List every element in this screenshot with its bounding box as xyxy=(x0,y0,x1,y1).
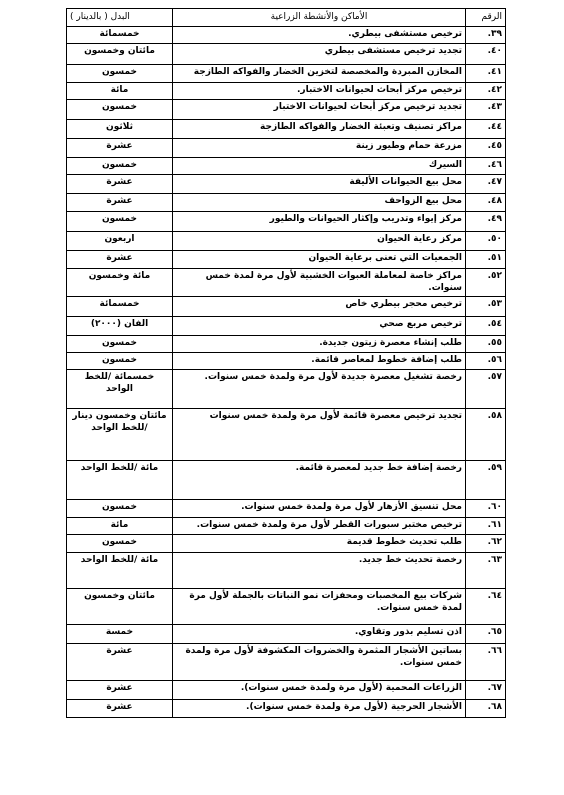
row-number: ٦٠. xyxy=(466,500,506,518)
table-row xyxy=(67,251,506,269)
row-activity: الأشجار الحرجية (لأول مرة ولمدة خمس سنوات). xyxy=(173,700,466,718)
table-row xyxy=(67,681,506,700)
row-number: ٥٧. xyxy=(466,370,506,409)
table-row xyxy=(67,589,506,625)
table-row xyxy=(67,83,506,100)
row-number: ٤٥. xyxy=(466,139,506,158)
row-activity: محل بيع الزواحف xyxy=(173,194,466,212)
row-number: ٤٧. xyxy=(466,175,506,194)
row-fee: خمسمائة /للخط الواحد xyxy=(67,370,173,409)
table-row xyxy=(67,553,506,589)
row-number: ٤٤. xyxy=(466,120,506,139)
row-activity: رخصة تشغيل معصرة جديدة لأول مرة ولمدة خمس سنوات. xyxy=(173,370,466,409)
row-number: ٦٤. xyxy=(466,589,506,625)
row-fee: مائتان وخمسون xyxy=(67,589,173,625)
row-activity: ترخيص مستشفى بيطري. xyxy=(173,27,466,44)
row-activity: تجديد ترخيص مركز أبحاث لحيوانات الاختبار xyxy=(173,100,466,120)
row-fee: مائة /للخط الواحد xyxy=(67,553,173,589)
row-number: ٣٩. xyxy=(466,27,506,44)
row-activity: محل تنسيق الأزهار لأول مرة ولمدة خمس سنوات. xyxy=(173,500,466,518)
table-row xyxy=(67,353,506,370)
row-number: ٤٨. xyxy=(466,194,506,212)
row-fee: خمسون xyxy=(67,65,173,83)
table-row xyxy=(67,120,506,139)
row-fee: مائة xyxy=(67,518,173,535)
table-row xyxy=(67,44,506,65)
row-activity: الزراعات المحمية (لأول مرة ولمدة خمس سنوات). xyxy=(173,681,466,700)
table-row xyxy=(67,700,506,718)
row-fee: خمسون xyxy=(67,500,173,518)
row-fee: خمسون xyxy=(67,336,173,353)
row-activity: محل بيع الحيوانات الأليفة xyxy=(173,175,466,194)
row-number: ٤٣. xyxy=(466,100,506,120)
row-fee: مائة xyxy=(67,83,173,100)
row-number: ٥٩. xyxy=(466,461,506,500)
row-fee: عشرة xyxy=(67,700,173,718)
table-row xyxy=(67,500,506,518)
table-row xyxy=(67,370,506,409)
row-number: ٦٦. xyxy=(466,644,506,681)
row-activity: مراكز تصنيف وتعبئة الخضار والفواكه الطازجة xyxy=(173,120,466,139)
header-activity: الأماكن والأنشطة الزراعية xyxy=(173,9,466,27)
table-row xyxy=(67,461,506,500)
row-activity: مزرعة حمام وطيور زينة xyxy=(173,139,466,158)
row-fee: عشرة xyxy=(67,194,173,212)
row-activity: شركات بيع المخصبات ومحفزات نمو النباتات بالجملة لأول مرة لمدة خمس سنوات. xyxy=(173,589,466,625)
table-row xyxy=(67,269,506,297)
row-fee: اربعون xyxy=(67,232,173,251)
table-row xyxy=(67,175,506,194)
row-number: ٦٨. xyxy=(466,700,506,718)
row-fee: خمسون xyxy=(67,353,173,370)
table-row xyxy=(67,65,506,83)
table-row xyxy=(67,100,506,120)
row-activity: بساتين الأشجار المثمرة والخضروات المكشوفة لأول مرة ولمدة خمس سنوات. xyxy=(173,644,466,681)
header-number: الرقم xyxy=(466,9,506,27)
row-number: ٤٠. xyxy=(466,44,506,65)
row-fee: عشرة xyxy=(67,139,173,158)
table-row xyxy=(67,194,506,212)
row-activity: السيرك xyxy=(173,158,466,175)
row-fee: عشرة xyxy=(67,175,173,194)
row-fee: خمسون xyxy=(67,535,173,553)
row-activity: طلب تحديث خطوط قديمة xyxy=(173,535,466,553)
table-body xyxy=(67,27,506,718)
row-fee: الفان (٢٠٠٠) xyxy=(67,317,173,336)
table-header-row xyxy=(67,9,506,27)
row-number: ٥٥. xyxy=(466,336,506,353)
table-row xyxy=(67,336,506,353)
row-fee: خمسون xyxy=(67,100,173,120)
table-row xyxy=(67,232,506,251)
row-activity: طلب إضافة خطوط لمعاصر قائمة. xyxy=(173,353,466,370)
row-number: ٥٠. xyxy=(466,232,506,251)
row-number: ٦٧. xyxy=(466,681,506,700)
row-fee: خمسمائة xyxy=(67,297,173,317)
row-number: ٥٣. xyxy=(466,297,506,317)
fee-schedule-page xyxy=(67,8,506,718)
table-row xyxy=(67,212,506,232)
row-fee: مائة /للخط الواحد xyxy=(67,461,173,500)
row-fee: خمسون xyxy=(67,212,173,232)
row-number: ٥١. xyxy=(466,251,506,269)
row-number: ٤١. xyxy=(466,65,506,83)
row-fee: ثلاثون xyxy=(67,120,173,139)
row-activity: رخصة تحديث خط جديد. xyxy=(173,553,466,589)
row-number: ٦١. xyxy=(466,518,506,535)
row-fee: خمسمائة xyxy=(67,27,173,44)
row-fee: مائتان وخمسون xyxy=(67,44,173,65)
row-fee: مائتان وخمسون دينار /للخط الواحد xyxy=(67,409,173,461)
row-number: ٥٦. xyxy=(466,353,506,370)
table-row xyxy=(67,317,506,336)
row-number: ٤٦. xyxy=(466,158,506,175)
table-row xyxy=(67,297,506,317)
table-row xyxy=(67,409,506,461)
row-fee: مائة وخمسون xyxy=(67,269,173,297)
row-number: ٤٩. xyxy=(466,212,506,232)
row-number: ٦٣. xyxy=(466,553,506,589)
row-fee: خمسة xyxy=(67,625,173,644)
table-row xyxy=(67,644,506,681)
row-activity: رخصة إضافة خط جديد لمعصرة قائمة. xyxy=(173,461,466,500)
row-activity: ترخيص محجر بيطري خاص xyxy=(173,297,466,317)
agricultural-fees-table xyxy=(66,8,506,718)
row-number: ٤٢. xyxy=(466,83,506,100)
row-activity: الجمعيات التي تعنى برعاية الحيوان xyxy=(173,251,466,269)
row-activity: تجديد ترخيص معصرة قائمة لأول مرة ولمدة خمس سنوات xyxy=(173,409,466,461)
header-fee: البدل ( بالدينار ) xyxy=(67,9,173,27)
row-activity: ترخيص مربع صحي xyxy=(173,317,466,336)
row-activity: ترخيص مركز أبحاث لحيوانات الاختبار. xyxy=(173,83,466,100)
row-number: ٦٥. xyxy=(466,625,506,644)
table-row xyxy=(67,27,506,44)
row-activity: مركز رعاية الحيوان xyxy=(173,232,466,251)
row-fee: عشرة xyxy=(67,644,173,681)
row-activity: اذن تسليم بذور وتقاوي. xyxy=(173,625,466,644)
table-row xyxy=(67,139,506,158)
row-number: ٥٨. xyxy=(466,409,506,461)
row-number: ٦٢. xyxy=(466,535,506,553)
table-row xyxy=(67,625,506,644)
row-activity: تجديد ترخيص مستشفى بيطري xyxy=(173,44,466,65)
row-number: ٥٤. xyxy=(466,317,506,336)
table-row xyxy=(67,518,506,535)
row-activity: مراكز خاصة لمعاملة العبوات الخشبية لأول مرة لمدة خمس سنوات. xyxy=(173,269,466,297)
row-fee: عشرة xyxy=(67,681,173,700)
row-number: ٥٢. xyxy=(466,269,506,297)
row-activity: ترخيص مختبر سبورات القطر لأول مرة ولمدة خمس سنوات. xyxy=(173,518,466,535)
table-row xyxy=(67,535,506,553)
row-fee: عشرة xyxy=(67,251,173,269)
row-activity: مركز إيواء وتدريب وإكثار الحيوانات والطيور xyxy=(173,212,466,232)
table-row xyxy=(67,158,506,175)
row-activity: طلب إنشاء معصرة زيتون جديدة. xyxy=(173,336,466,353)
row-fee: خمسون xyxy=(67,158,173,175)
row-activity: المخازن المبردة والمخصصة لتخزين الخضار والفواكه الطازجة xyxy=(173,65,466,83)
